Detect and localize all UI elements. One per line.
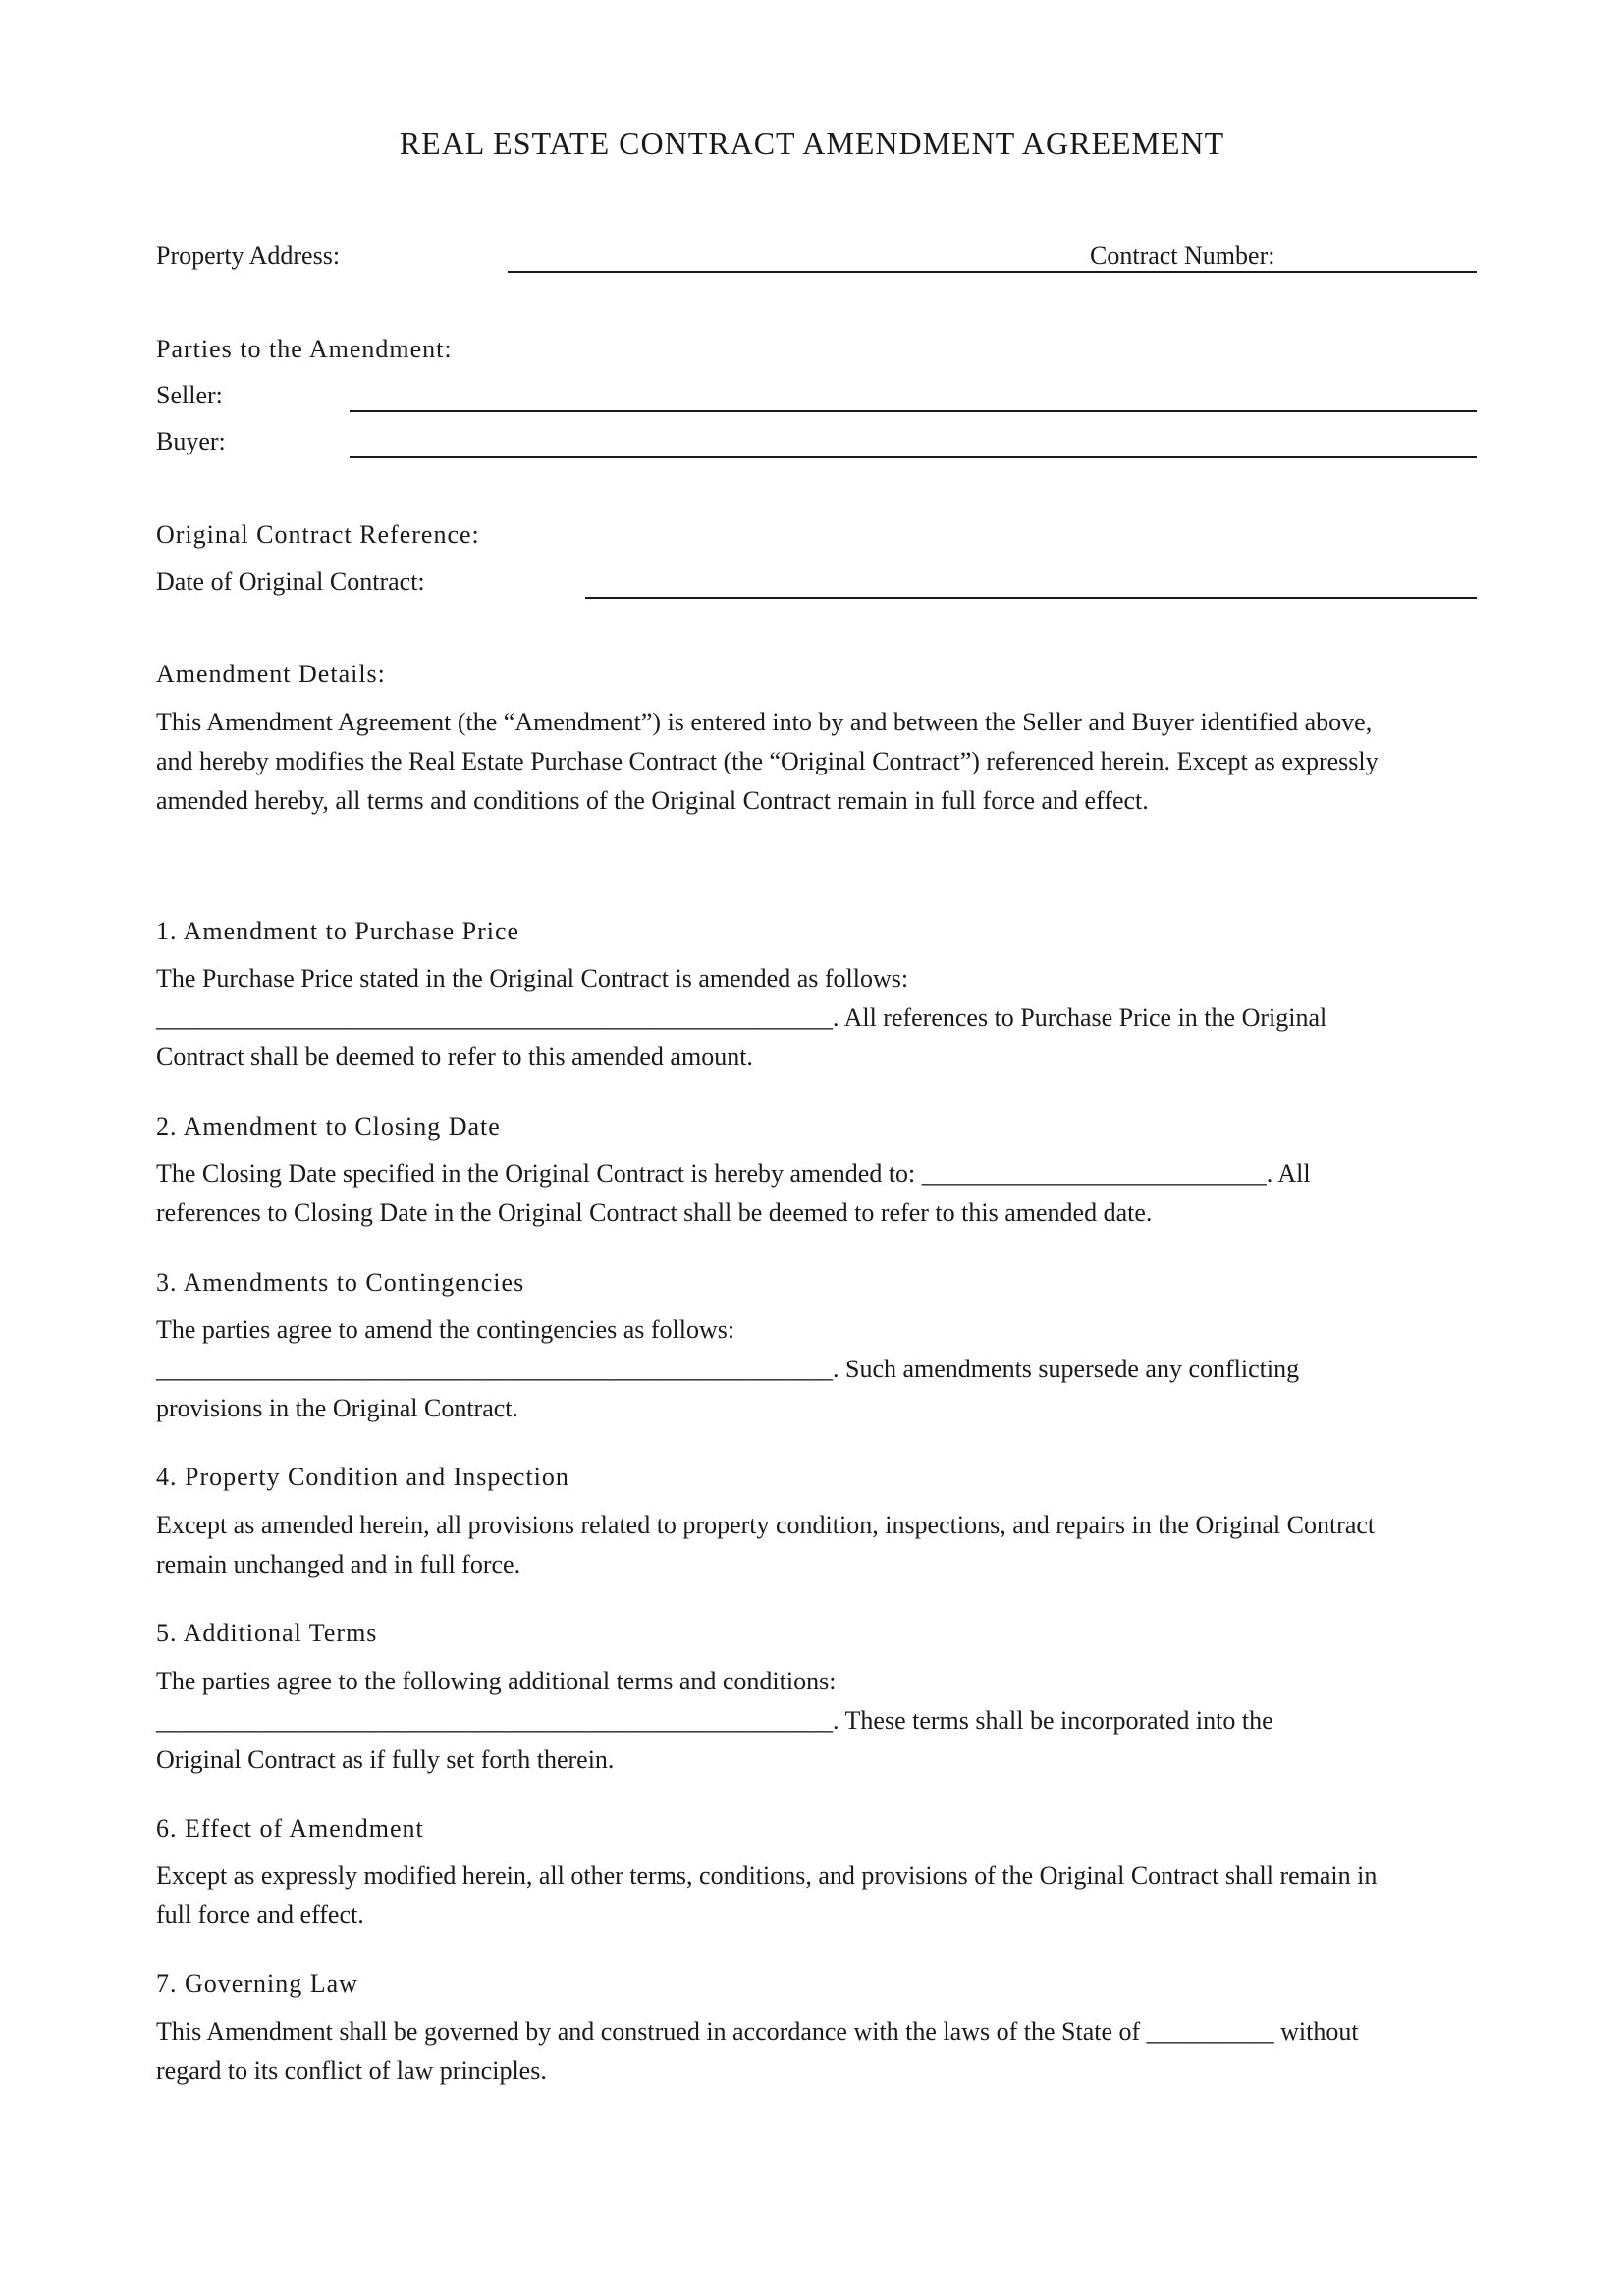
paragraph-line: _____________________________________________________. These terms shall be incorporated into the	[156, 1706, 1273, 1735]
section-heading-closing-date: 2. Amendment to Closing Date	[156, 1112, 501, 1141]
section-body-closing-date	[156, 1154, 1482, 1233]
paragraph-line: The Purchase Price stated in the Original Contract is amended as follows:	[156, 964, 909, 992]
property-address-label: Property Address:	[156, 241, 341, 270]
section-heading-additional-terms: 5. Additional Terms	[156, 1619, 378, 1647]
paragraph-line: and hereby modifies the Real Estate Purchase Contract (the “Original Contract”) referenced herein. Except as expressly	[156, 747, 1379, 775]
paragraph-line: This Amendment shall be governed by and construed in accordance with the laws of the State of __________ without	[156, 2017, 1359, 2046]
paragraph-line: references to Closing Date in the Original Contract shall be deemed to refer to this amended date.	[156, 1199, 1153, 1227]
buyer-label: Buyer:	[156, 427, 226, 455]
document-title: REAL ESTATE CONTRACT AMENDMENT AGREEMENT	[399, 126, 1225, 161]
paragraph-line: full force and effect.	[156, 1900, 364, 1929]
paragraph-line: Contract shall be deemed to refer to this amended amount.	[156, 1042, 753, 1071]
section-body-governing-law	[156, 2012, 1482, 2091]
paragraph-line: This Amendment Agreement (the “Amendment”) is entered into by and between the Seller and Buyer identified above,	[156, 708, 1373, 736]
section-body-purchase-price	[156, 959, 1482, 1077]
amendment-details-heading: Amendment Details:	[156, 660, 386, 688]
paragraph-line: The parties agree to amend the contingencies as follows:	[156, 1315, 735, 1344]
property-address-line[interactable]	[508, 271, 1477, 273]
original-date-line[interactable]	[585, 597, 1477, 599]
parties-heading: Parties to the Amendment:	[156, 335, 453, 363]
paragraph-line: The parties agree to the following additional terms and conditions:	[156, 1667, 837, 1695]
section-heading-purchase-price: 1. Amendment to Purchase Price	[156, 917, 520, 945]
paragraph-line: amended hereby, all terms and conditions of the Original Contract remain in full force and effect.	[156, 786, 1149, 815]
buyer-line[interactable]	[350, 456, 1477, 458]
paragraph-line: regard to its conflict of law principles.	[156, 2056, 547, 2085]
seller-line[interactable]	[350, 410, 1477, 412]
paragraph-line: Except as amended herein, all provisions related to property condition, inspections, and repairs in the Original Contract	[156, 1511, 1376, 1539]
section-heading-effect: 6. Effect of Amendment	[156, 1814, 424, 1842]
section-body-contingencies	[156, 1310, 1482, 1428]
paragraph-line: _____________________________________________________. Such amendments supersede any conflicting	[156, 1355, 1300, 1383]
paragraph-line: provisions in the Original Contract.	[156, 1394, 519, 1422]
seller-label: Seller:	[156, 381, 223, 409]
original-date-label: Date of Original Contract:	[156, 567, 425, 596]
paragraph-line: remain unchanged and in full force.	[156, 1550, 521, 1578]
section-body-effect	[156, 1856, 1482, 1935]
section-heading-contingencies: 3. Amendments to Contingencies	[156, 1268, 525, 1297]
section-heading-property-condition: 4. Property Condition and Inspection	[156, 1463, 569, 1491]
paragraph-line: The Closing Date specified in the Original Contract is hereby amended to: ___________________________. All	[156, 1159, 1311, 1188]
section-heading-governing-law: 7. Governing Law	[156, 1969, 358, 1998]
section-body-additional-terms	[156, 1662, 1482, 1780]
contract-number-label: Contract Number:	[1090, 241, 1275, 270]
paragraph-line: Original Contract as if fully set forth therein.	[156, 1745, 615, 1774]
paragraph-line: Except as expressly modified herein, all other terms, conditions, and provisions of the Original Contract shall remain in	[156, 1861, 1378, 1890]
amendment-details-paragraph	[156, 703, 1482, 821]
paragraph-line: _____________________________________________________. All references to Purchase Price in the Original	[156, 1003, 1327, 1032]
original-contract-heading: Original Contract Reference:	[156, 520, 480, 549]
section-body-property-condition	[156, 1506, 1482, 1584]
